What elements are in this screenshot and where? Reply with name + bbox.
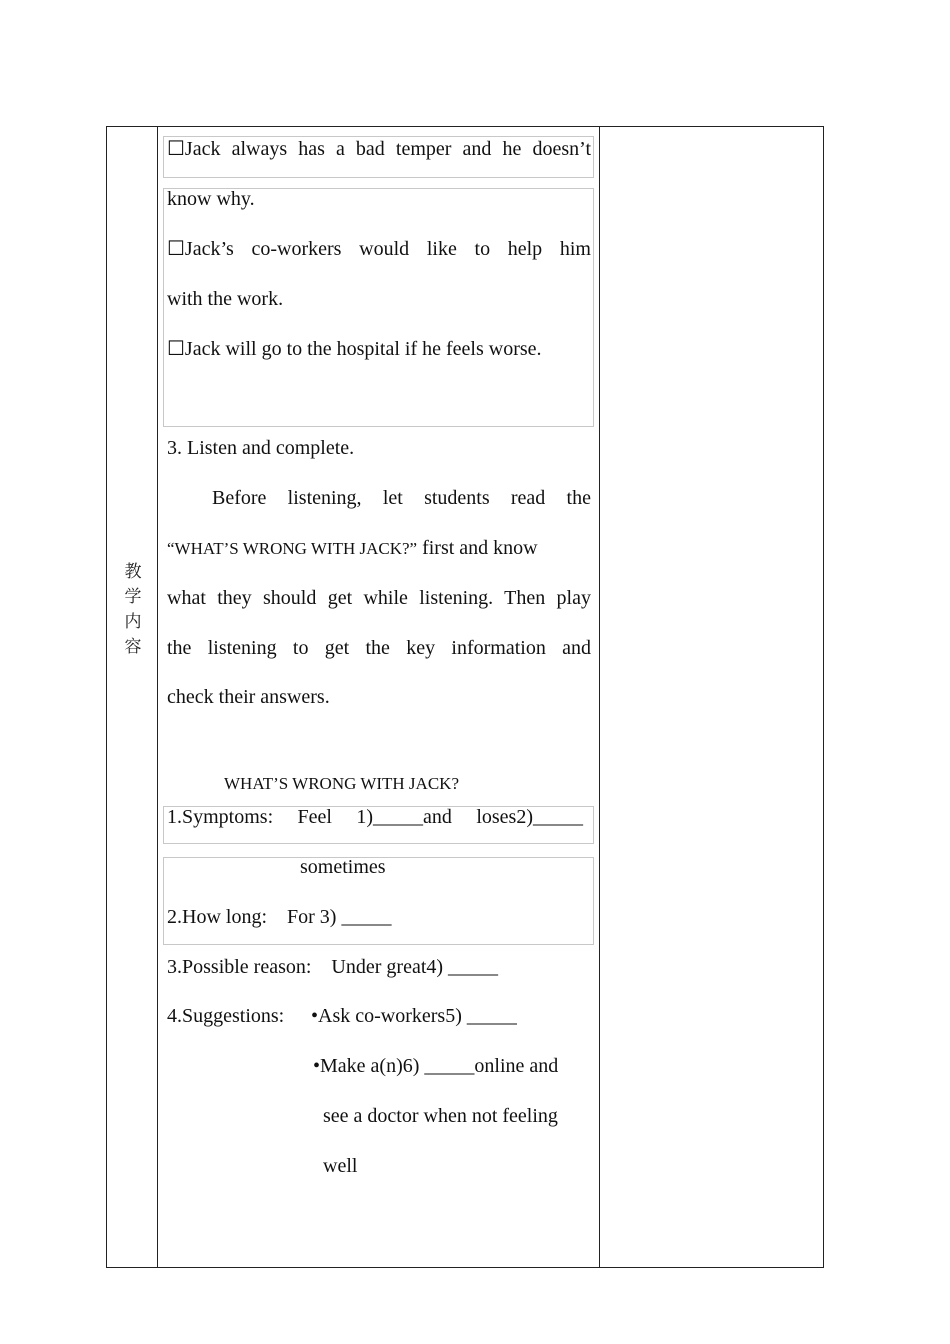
worksheet-title-quote: “WHAT’S WRONG WITH JACK?” xyxy=(167,539,418,558)
checklist-item-2-line-1: ☐Jack’s co-workers would like to help him xyxy=(167,238,591,260)
worksheet-suggestions-label: 4.Suggestions: xyxy=(167,1005,285,1027)
paragraph-line: check their answers. xyxy=(167,686,330,708)
column-divider-1 xyxy=(157,126,158,1268)
worksheet-how-long: 2.How long: For 3) _____ xyxy=(167,906,392,928)
worksheet-suggestion-2: see a doctor when not feeling xyxy=(323,1105,558,1127)
paragraph-line: Before listening, let students read the xyxy=(212,487,591,509)
checklist-item-1-line-2: know why. xyxy=(167,188,255,210)
worksheet-suggestion-1: •Ask co-workers5) _____ xyxy=(311,1005,517,1027)
checklist-item-3: ☐Jack will go to the hospital if he feels worse. xyxy=(167,338,542,360)
column-divider-2 xyxy=(599,126,600,1268)
section-heading: 3. Listen and complete. xyxy=(167,437,355,459)
paragraph-line xyxy=(167,537,538,560)
section-label-char: 学 xyxy=(124,587,142,607)
checklist-item-1-line-1: ☐Jack always has a bad temper and he doesn’t xyxy=(167,138,591,160)
section-label-char: 内 xyxy=(124,612,142,632)
worksheet-suggestion-2: •Make a(n)6) _____online and xyxy=(313,1055,559,1077)
checklist-item-2-line-2: with the work. xyxy=(167,288,284,310)
worksheet-suggestion-2: well xyxy=(323,1155,358,1177)
paragraph-line: what they should get while listening. Then play xyxy=(167,587,591,609)
paragraph-line: the listening to get the key information and xyxy=(167,637,591,659)
section-label-char: 教 xyxy=(124,562,142,582)
worksheet-symptoms-continued: sometimes xyxy=(300,856,386,878)
worksheet-title: WHAT’S WRONG WITH JACK? xyxy=(224,774,459,793)
paragraph-text: first and know xyxy=(417,537,538,559)
worksheet-symptoms: 1.Symptoms: Feel 1)_____and loses2)_____ xyxy=(167,806,583,828)
section-label xyxy=(120,560,146,660)
worksheet-reason: 3.Possible reason: Under great4) _____ xyxy=(167,956,499,978)
section-label-char: 容 xyxy=(124,637,142,657)
